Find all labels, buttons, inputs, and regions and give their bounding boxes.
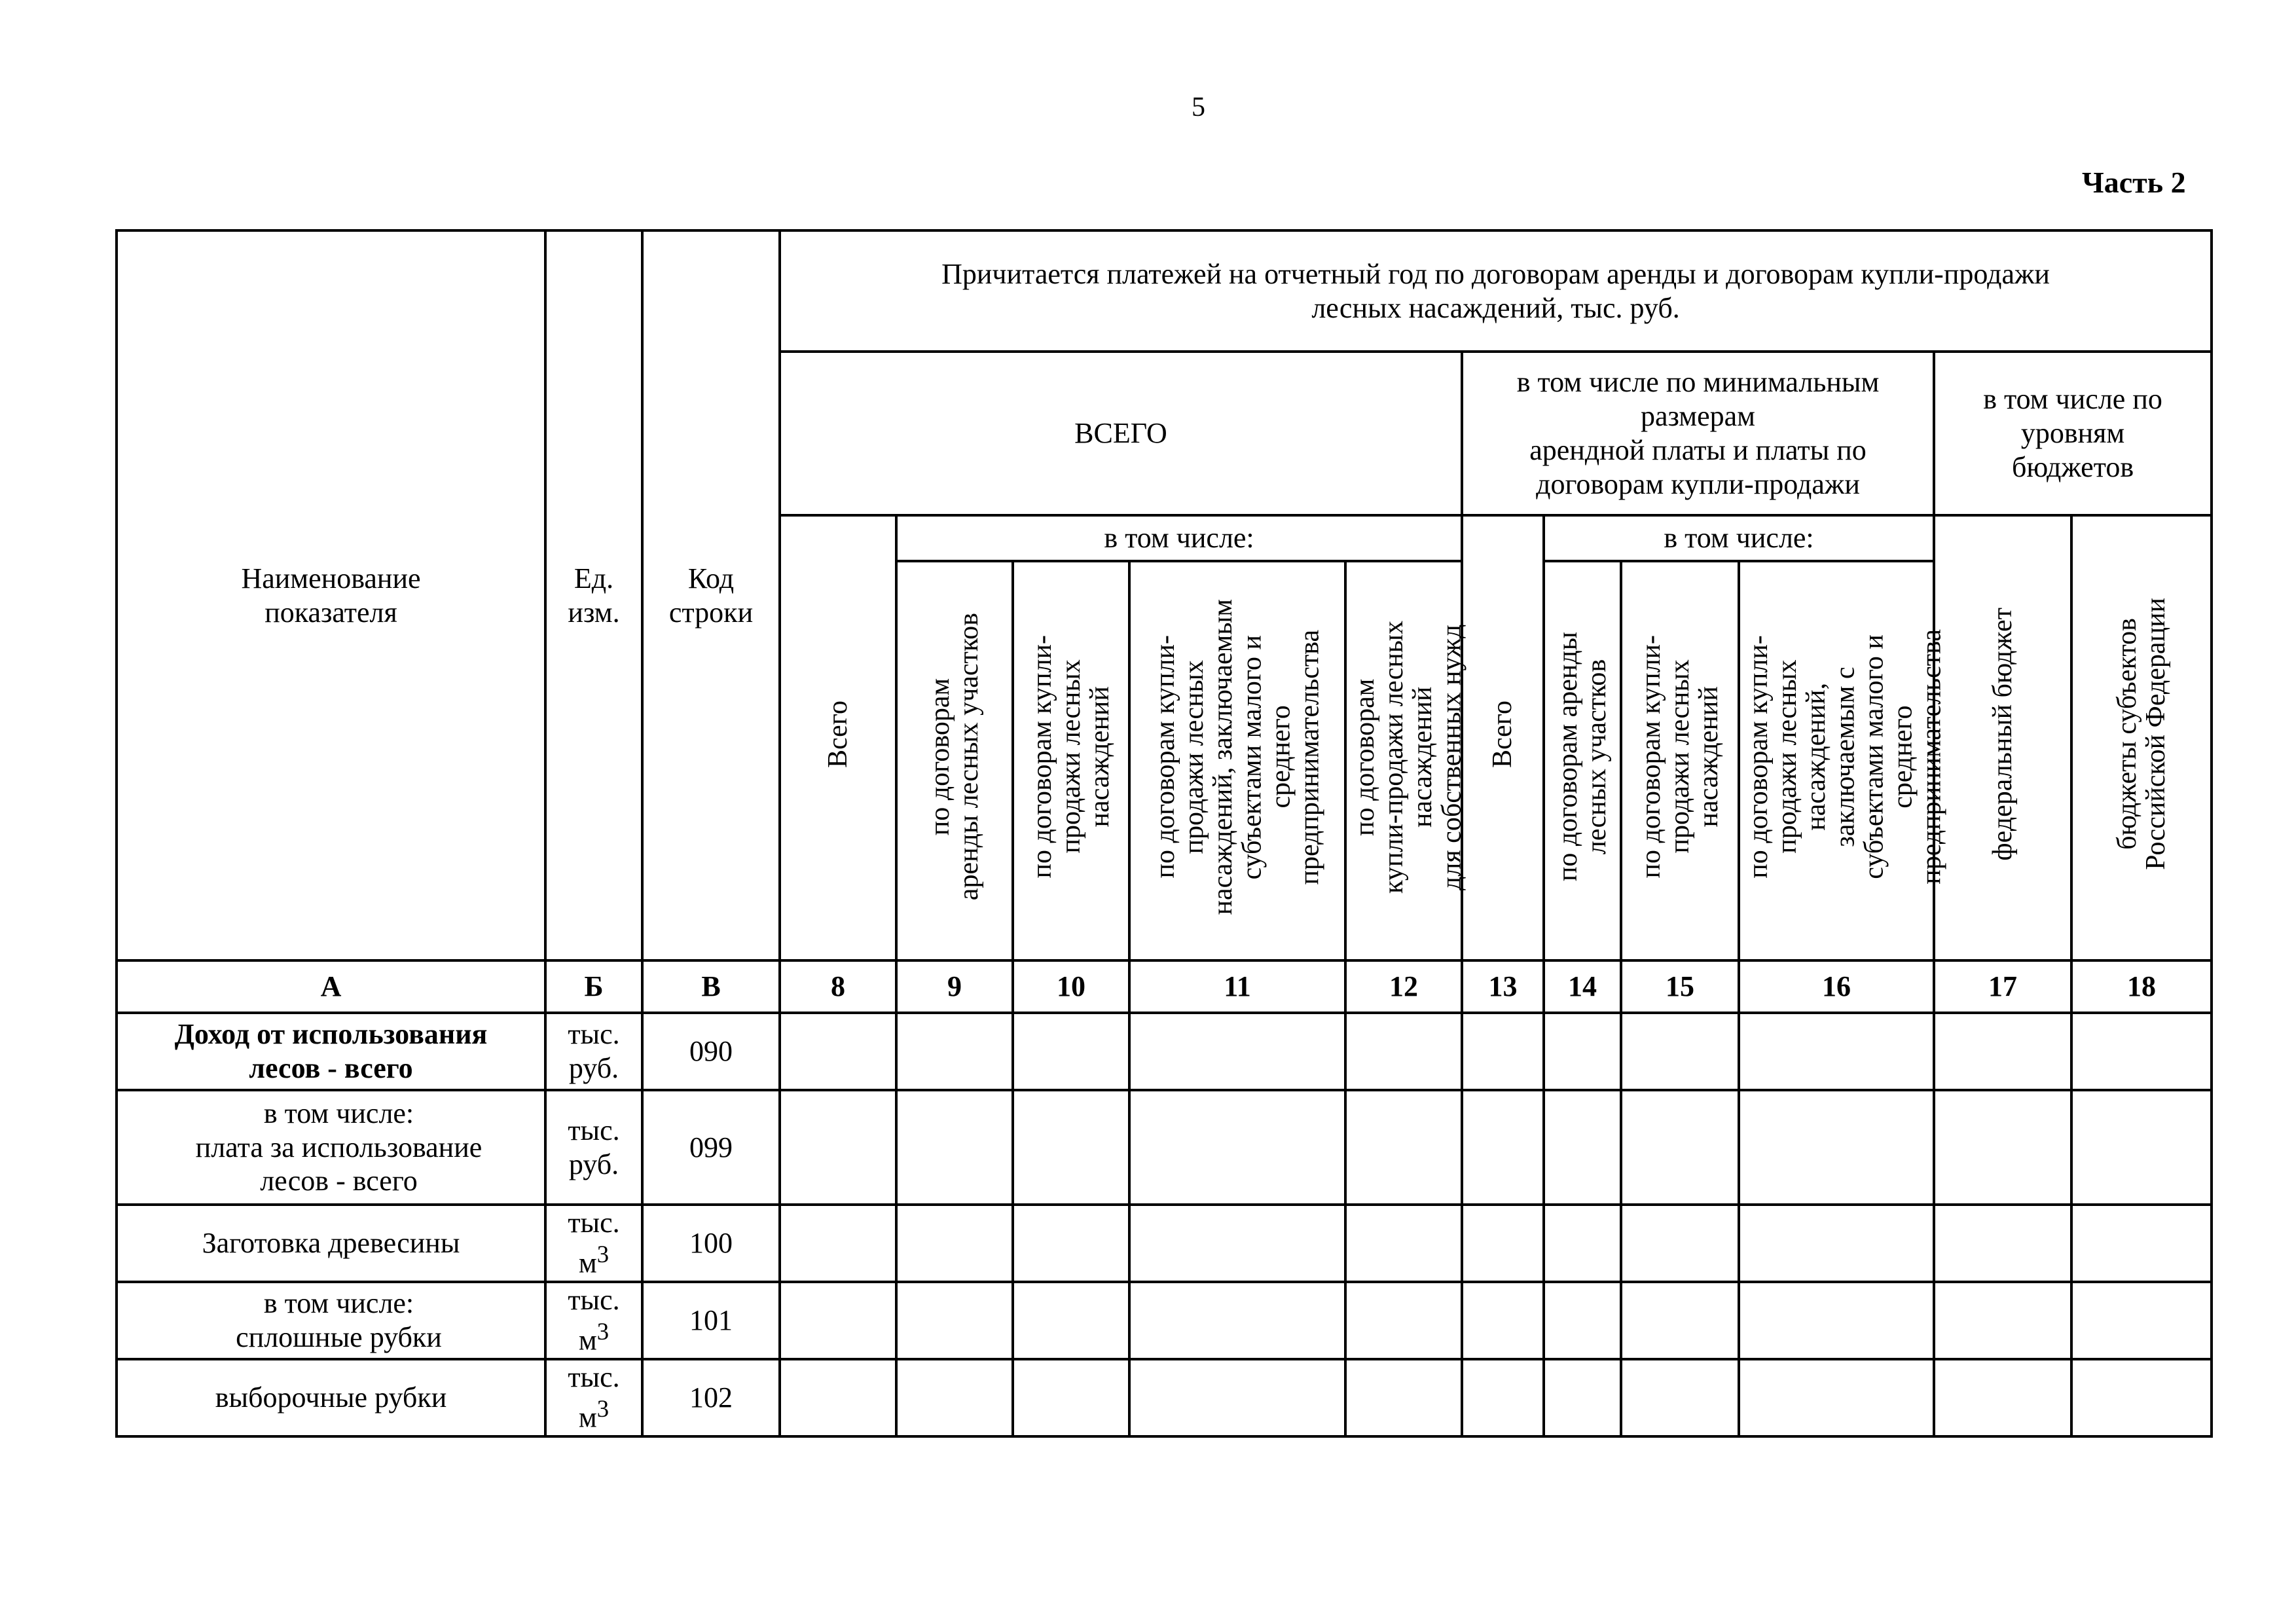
header-name: Наименование показателя bbox=[117, 230, 545, 960]
data-cell[interactable] bbox=[2071, 1282, 2212, 1359]
header-col-13-label: Всего bbox=[1487, 700, 1518, 768]
part-title: Часть 2 bbox=[2082, 166, 2186, 199]
data-cell[interactable] bbox=[1462, 1205, 1544, 1282]
data-cell[interactable] bbox=[1345, 1090, 1462, 1205]
data-cell[interactable] bbox=[1129, 1090, 1345, 1205]
data-cell[interactable] bbox=[1345, 1013, 1462, 1090]
header-col-16-label: по договорам купли- продажи лесных насаждений, заключаемым с субъектами малого и среднего предпринимательства bbox=[1743, 629, 1947, 884]
header-unit: Ед. изм. bbox=[545, 230, 642, 960]
col-number: 17 bbox=[1934, 960, 2071, 1013]
row-unit-sup: 3 bbox=[596, 1318, 610, 1345]
row-unit: тыс. руб. bbox=[545, 1013, 642, 1090]
data-cell[interactable] bbox=[1739, 1013, 1934, 1090]
data-cell[interactable] bbox=[1013, 1359, 1129, 1436]
data-cell[interactable] bbox=[1544, 1013, 1621, 1090]
data-cell[interactable] bbox=[1544, 1282, 1621, 1359]
header-col-14-label: по договорам аренды лесных участков bbox=[1552, 632, 1612, 882]
page-number: 5 bbox=[1192, 92, 1205, 122]
col-number: 13 bbox=[1462, 960, 1544, 1013]
row-unit bbox=[545, 1282, 642, 1359]
row-unit-main: тыс. bbox=[568, 1207, 620, 1239]
data-cell[interactable] bbox=[1345, 1359, 1462, 1436]
data-cell[interactable] bbox=[1544, 1359, 1621, 1436]
col-number: Б bbox=[545, 960, 642, 1013]
data-cell[interactable] bbox=[1739, 1282, 1934, 1359]
data-cell[interactable] bbox=[896, 1090, 1013, 1205]
data-cell[interactable] bbox=[2071, 1359, 2212, 1436]
data-cell[interactable] bbox=[896, 1282, 1013, 1359]
header-col-17 bbox=[1934, 515, 2071, 960]
header-col-18-label: бюджеты субъектов Российской Федерации bbox=[2111, 598, 2172, 870]
row-name: в том числе: сплошные рубки bbox=[117, 1282, 545, 1359]
row-unit bbox=[545, 1359, 642, 1436]
header-col-10-label: по договорам купли- продажи лесных насаждений bbox=[1027, 635, 1116, 879]
col-number: В bbox=[642, 960, 780, 1013]
data-cell[interactable] bbox=[1621, 1013, 1739, 1090]
data-cell[interactable] bbox=[1462, 1359, 1544, 1436]
row-unit-m: м bbox=[578, 1401, 597, 1434]
data-cell[interactable] bbox=[780, 1359, 896, 1436]
data-cell[interactable] bbox=[1345, 1205, 1462, 1282]
header-col-11-label: по договорам купли- продажи лесных насаждений, заключаемым субъектами малого и среднего предпринимательства bbox=[1150, 598, 1325, 915]
row-name: Заготовка древесины bbox=[117, 1205, 545, 1282]
data-cell[interactable] bbox=[1544, 1205, 1621, 1282]
table-row bbox=[117, 1359, 2212, 1436]
row-unit-m: м bbox=[578, 1247, 597, 1279]
data-cell[interactable] bbox=[1462, 1282, 1544, 1359]
row-unit-sup: 3 bbox=[596, 1241, 610, 1268]
data-cell[interactable] bbox=[1462, 1090, 1544, 1205]
data-cell[interactable] bbox=[2071, 1205, 2212, 1282]
data-cell[interactable] bbox=[1013, 1013, 1129, 1090]
header-col-17-label: федеральный бюджет bbox=[1987, 607, 2018, 861]
data-cell[interactable] bbox=[1129, 1013, 1345, 1090]
header-incl: в том числе: bbox=[896, 515, 1462, 561]
data-cell[interactable] bbox=[1739, 1205, 1934, 1282]
data-cell[interactable] bbox=[1544, 1090, 1621, 1205]
row-code: 099 bbox=[642, 1090, 780, 1205]
header-total-group: ВСЕГО bbox=[780, 352, 1462, 515]
table-row bbox=[117, 1090, 2212, 1205]
data-cell[interactable] bbox=[780, 1090, 896, 1205]
data-cell[interactable] bbox=[1934, 1090, 2071, 1205]
header-min-group: в том числе по минимальным размерам арендной платы и платы по договорам купли-продажи bbox=[1462, 352, 1934, 515]
data-cell[interactable] bbox=[1621, 1282, 1739, 1359]
col-number: 9 bbox=[896, 960, 1013, 1013]
col-number: 11 bbox=[1129, 960, 1345, 1013]
report-table bbox=[115, 229, 2213, 1438]
col-number: 15 bbox=[1621, 960, 1739, 1013]
header-col-15-label: по договорам купли- продажи лесных насаждений bbox=[1635, 635, 1724, 879]
row-unit-m: м bbox=[578, 1324, 597, 1357]
header-col-12-label: по договорам купли-продажи лесных насаждений для собственных нужд bbox=[1350, 620, 1467, 894]
data-cell[interactable] bbox=[1621, 1359, 1739, 1436]
column-numbers-row bbox=[117, 960, 2212, 1013]
data-cell[interactable] bbox=[1934, 1205, 2071, 1282]
data-cell[interactable] bbox=[1129, 1205, 1345, 1282]
data-cell[interactable] bbox=[2071, 1013, 2212, 1090]
header-col-13 bbox=[1462, 515, 1544, 960]
data-cell[interactable] bbox=[896, 1205, 1013, 1282]
data-cell[interactable] bbox=[1129, 1359, 1345, 1436]
header-main: Причитается платежей на отчетный год по договорам аренды и договорам купли-продажи лесных насаждений, тыс. руб. bbox=[780, 230, 2212, 352]
row-unit-main: тыс. bbox=[568, 1361, 620, 1394]
header-col-16 bbox=[1739, 561, 1947, 960]
row-code: 100 bbox=[642, 1205, 780, 1282]
header-col-15 bbox=[1621, 561, 1739, 960]
data-cell[interactable] bbox=[1013, 1090, 1129, 1205]
row-unit-main: тыс. bbox=[568, 1284, 620, 1317]
data-cell[interactable] bbox=[1739, 1359, 1934, 1436]
col-number: А bbox=[117, 960, 545, 1013]
row-unit-sup: 3 bbox=[596, 1395, 610, 1423]
col-number: 10 bbox=[1013, 960, 1129, 1013]
data-cell[interactable] bbox=[780, 1282, 896, 1359]
row-name: Доход от использования лесов - всего bbox=[117, 1013, 545, 1090]
data-cell[interactable] bbox=[896, 1359, 1013, 1436]
row-code: 102 bbox=[642, 1359, 780, 1436]
col-number: 12 bbox=[1345, 960, 1462, 1013]
data-cell[interactable] bbox=[1934, 1013, 2071, 1090]
header-budget-group: в том числе по уровням бюджетов bbox=[1934, 352, 2212, 515]
data-cell[interactable] bbox=[1013, 1282, 1129, 1359]
header-col-10 bbox=[1013, 561, 1129, 960]
col-number: 18 bbox=[2071, 960, 2212, 1013]
header-col-8-label: Всего bbox=[822, 700, 853, 768]
header-col-12 bbox=[1345, 561, 1467, 960]
row-name: в том числе: плата за использование лесов - всего bbox=[117, 1090, 545, 1205]
header-col-11 bbox=[1129, 561, 1345, 960]
header-col-8 bbox=[780, 515, 896, 960]
data-cell[interactable] bbox=[1934, 1359, 2071, 1436]
data-cell[interactable] bbox=[1013, 1205, 1129, 1282]
data-cell[interactable] bbox=[1129, 1282, 1345, 1359]
data-cell[interactable] bbox=[1621, 1090, 1739, 1205]
row-code: 090 bbox=[642, 1013, 780, 1090]
data-cell[interactable] bbox=[1621, 1205, 1739, 1282]
header-code: Код строки bbox=[642, 230, 780, 960]
header-col-9-label: по договорам аренды лесных участков bbox=[924, 613, 984, 901]
row-code: 101 bbox=[642, 1282, 780, 1359]
row-name: выборочные рубки bbox=[117, 1359, 545, 1436]
header-incl-2: в том числе: bbox=[1544, 515, 1934, 561]
data-cell[interactable] bbox=[1934, 1282, 2071, 1359]
table-row bbox=[117, 1205, 2212, 1282]
header-col-14 bbox=[1544, 561, 1621, 960]
data-cell[interactable] bbox=[2071, 1090, 2212, 1205]
table-row bbox=[117, 1013, 2212, 1090]
data-cell[interactable] bbox=[780, 1205, 896, 1282]
data-cell[interactable] bbox=[1739, 1090, 1934, 1205]
col-number: 14 bbox=[1544, 960, 1621, 1013]
col-number: 16 bbox=[1739, 960, 1934, 1013]
col-number: 8 bbox=[780, 960, 896, 1013]
header-col-9 bbox=[896, 561, 1013, 960]
data-cell[interactable] bbox=[1462, 1013, 1544, 1090]
row-unit bbox=[545, 1205, 642, 1282]
row-unit: тыс. руб. bbox=[545, 1090, 642, 1205]
data-cell[interactable] bbox=[1345, 1282, 1462, 1359]
header-col-18 bbox=[2071, 515, 2212, 960]
data-cell[interactable] bbox=[780, 1013, 896, 1090]
table-row bbox=[117, 1282, 2212, 1359]
data-cell[interactable] bbox=[896, 1013, 1013, 1090]
